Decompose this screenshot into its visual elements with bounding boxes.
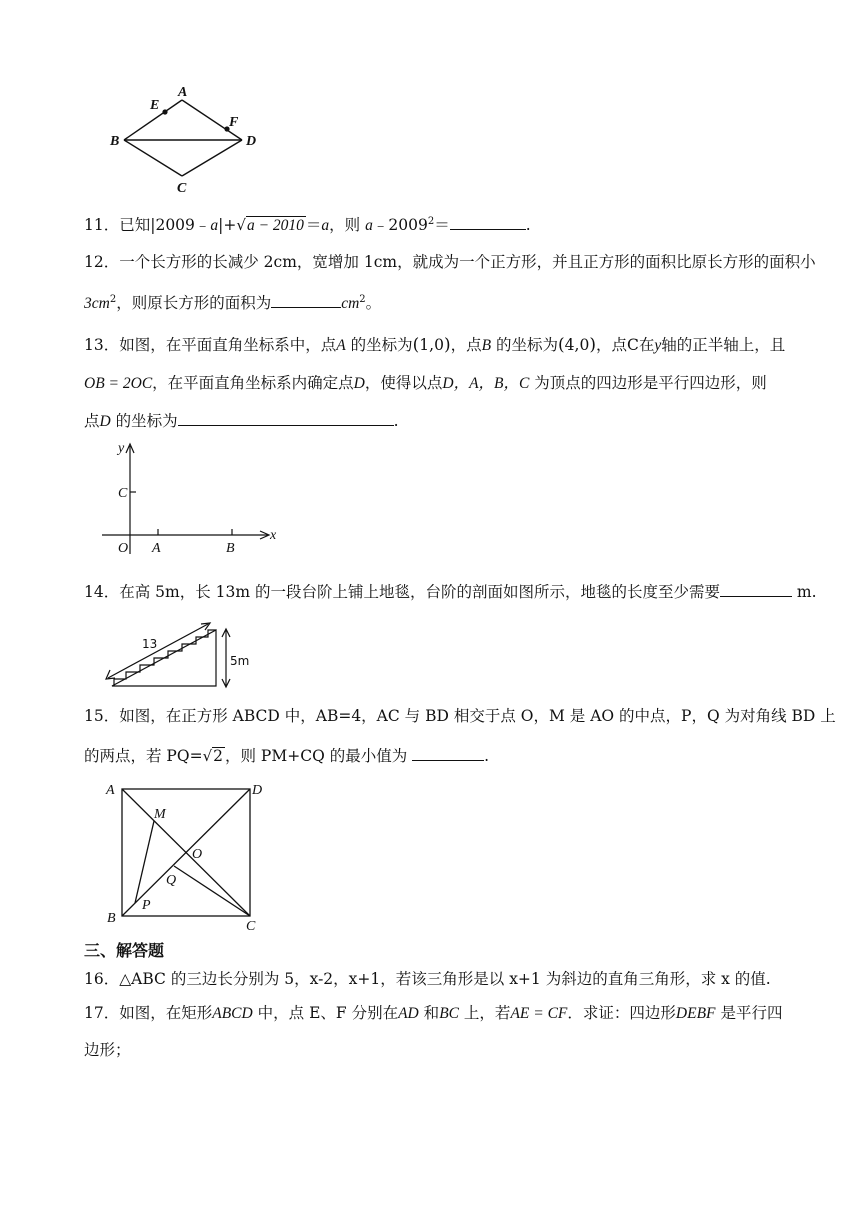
square-figure bbox=[104, 778, 264, 933]
question-13-line-3: 点D 的坐标为 . bbox=[84, 412, 399, 430]
label-e: E bbox=[150, 98, 160, 113]
label-m: M bbox=[154, 807, 166, 822]
question-17-line-1: 17．如图，在矩形ABCD 中，点 E、F 分别在AD 和BC 上，若AE = CF．求证：四边形DEBF 是平行四 bbox=[84, 1004, 783, 1022]
label-d: D bbox=[252, 783, 263, 798]
question-15-line-2: 的两点，若 PQ=√2 ，则 PM+CQ 的最小值为 . bbox=[84, 747, 490, 765]
question-17-line-2: 边形； bbox=[84, 1041, 131, 1059]
question-12-line-2: $3cm^2$，则原长方形的面积为 $cm^2$。 bbox=[84, 294, 382, 313]
question-12-line-1: 12．一个长方形的长减少 2cm，宽增加 1cm，就成为一个正方形，并且正方形的面积比原长方形的面积小 bbox=[84, 253, 816, 271]
label-b: B bbox=[107, 911, 116, 926]
sqrt-expression: a − 2010 bbox=[246, 217, 304, 235]
label-c: C bbox=[246, 919, 256, 934]
label-a: A bbox=[178, 85, 188, 100]
label-a: A bbox=[106, 783, 115, 798]
label-f: F bbox=[229, 115, 239, 130]
label-b: B bbox=[226, 541, 235, 556]
label-c: C bbox=[118, 486, 128, 501]
staircase-figure bbox=[100, 616, 250, 694]
answer-blank-13[interactable] bbox=[178, 410, 394, 426]
label-height: 5m bbox=[230, 654, 250, 668]
label-b: B bbox=[110, 134, 120, 149]
question-16: 16．△ABC 的三边长分别为 5，x-2，x+1，若该三角形是以 x+1 为斜边的直角三角形，求 x 的值. bbox=[84, 970, 771, 988]
answer-blank-12[interactable] bbox=[271, 292, 341, 308]
question-14: 14．在高 5m，长 13m 的一段台阶上铺上地毯，台阶的剖面如图所示，地毯的长度至少需要 m. bbox=[84, 583, 817, 601]
answer-blank-15[interactable] bbox=[412, 745, 484, 761]
label-c: C bbox=[177, 181, 187, 196]
axis-label-x: x bbox=[270, 528, 277, 543]
question-13-line-2: OB = 2OC，在平面直角坐标系内确定点D，使得以点D，A，B，C 为顶点的四边形是平行四边形，则 bbox=[84, 374, 767, 392]
coordinate-figure bbox=[96, 436, 286, 561]
axis-label-y: y bbox=[118, 441, 125, 456]
label-o: O bbox=[118, 541, 129, 556]
label-p: P bbox=[142, 898, 151, 913]
label-d: D bbox=[246, 134, 257, 149]
label-length: 13 bbox=[142, 637, 158, 651]
rhombus-figure bbox=[100, 80, 280, 195]
sqrt-two: 2 bbox=[213, 747, 223, 765]
question-13-line-1: 13．如图，在平面直角坐标系中，点A 的坐标为(1,0)，点B 的坐标为(4,0)，点C在y轴的正半轴上，且 bbox=[84, 335, 786, 355]
question-11: 11．已知|2009﹣a|+√a − 2010 ＝a，则 $a﹣2009^2=$ . bbox=[84, 216, 531, 235]
label-o: O bbox=[192, 847, 203, 862]
point-e bbox=[162, 109, 167, 114]
question-15-line-1: 15．如图，在正方形 ABCD 中，AB=4，AC 与 BD 相交于点 O，M 是 AO 的中点，P，Q 为对角线 BD 上 bbox=[84, 707, 836, 725]
label-a: A bbox=[152, 541, 161, 556]
label-q: Q bbox=[166, 873, 177, 888]
answer-blank-14[interactable] bbox=[720, 581, 792, 597]
section-heading: 三、解答题 bbox=[84, 941, 165, 960]
answer-blank-11[interactable] bbox=[450, 214, 526, 230]
